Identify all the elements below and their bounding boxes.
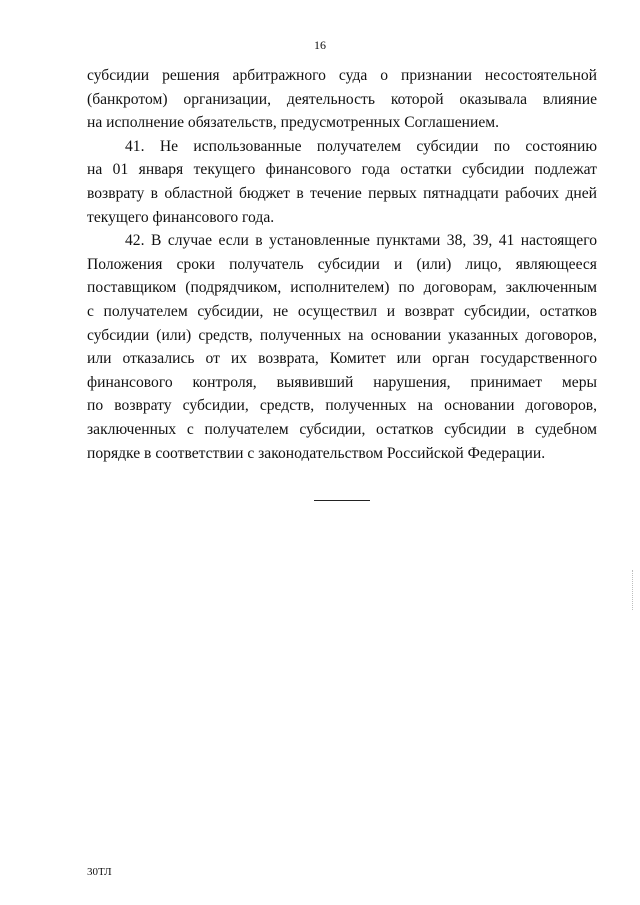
text-line: субсидии (или) средств, полученных на основании указанных договоров, (87, 326, 597, 344)
text-line: или отказались от их возврата, Комитет или орган государственного (87, 350, 597, 368)
text-line: на исполнение обязательств, предусмотренных Соглашением. (87, 114, 500, 132)
paragraph-42 (87, 229, 597, 465)
text-line: возврату в областной бюджет в течение первых пятнадцати рабочих дней (87, 184, 597, 202)
text-line: 42. В случае если в установленные пунктами 38, 39, 41 настоящего (125, 232, 597, 250)
scan-edge-mark (632, 570, 634, 610)
text-line: порядке в соответствии с законодательством Российской Федерации. (87, 444, 546, 462)
text-line: 41. Не использованные получателем субсидии по состоянию (125, 137, 597, 155)
document-body (87, 64, 597, 465)
paragraph-continuation (87, 64, 597, 135)
paragraph-41 (87, 135, 597, 229)
text-line: (банкротом) организации, деятельность которой оказывала влияние (87, 90, 597, 108)
text-line: с получателем субсидии, не осуществил и возврат субсидии, остатков (87, 302, 597, 320)
text-line: поставщиком (подрядчиком, исполнителем) по договорам, заключенным (87, 279, 597, 297)
text-line: на 01 января текущего финансового года остатки субсидии подлежат (87, 161, 597, 179)
page-number: 16 (314, 38, 326, 52)
text-line: финансового контроля, выявивший нарушения, принимает меры (87, 373, 597, 391)
text-line: по возврату субсидии, средств, полученных на основании договоров, (87, 397, 597, 415)
text-line: заключенных с получателем субсидии, остатков субсидии в судебном (87, 420, 597, 438)
text-line: текущего финансового года. (87, 208, 275, 226)
end-separator-line (314, 500, 370, 501)
text-line: Положения сроки получатель субсидии и (или) лицо, являющееся (87, 255, 597, 273)
text-line: субсидии решения арбитражного суда о признании несостоятельной (87, 67, 597, 84)
footer-code: 30ТЛ (87, 866, 112, 878)
